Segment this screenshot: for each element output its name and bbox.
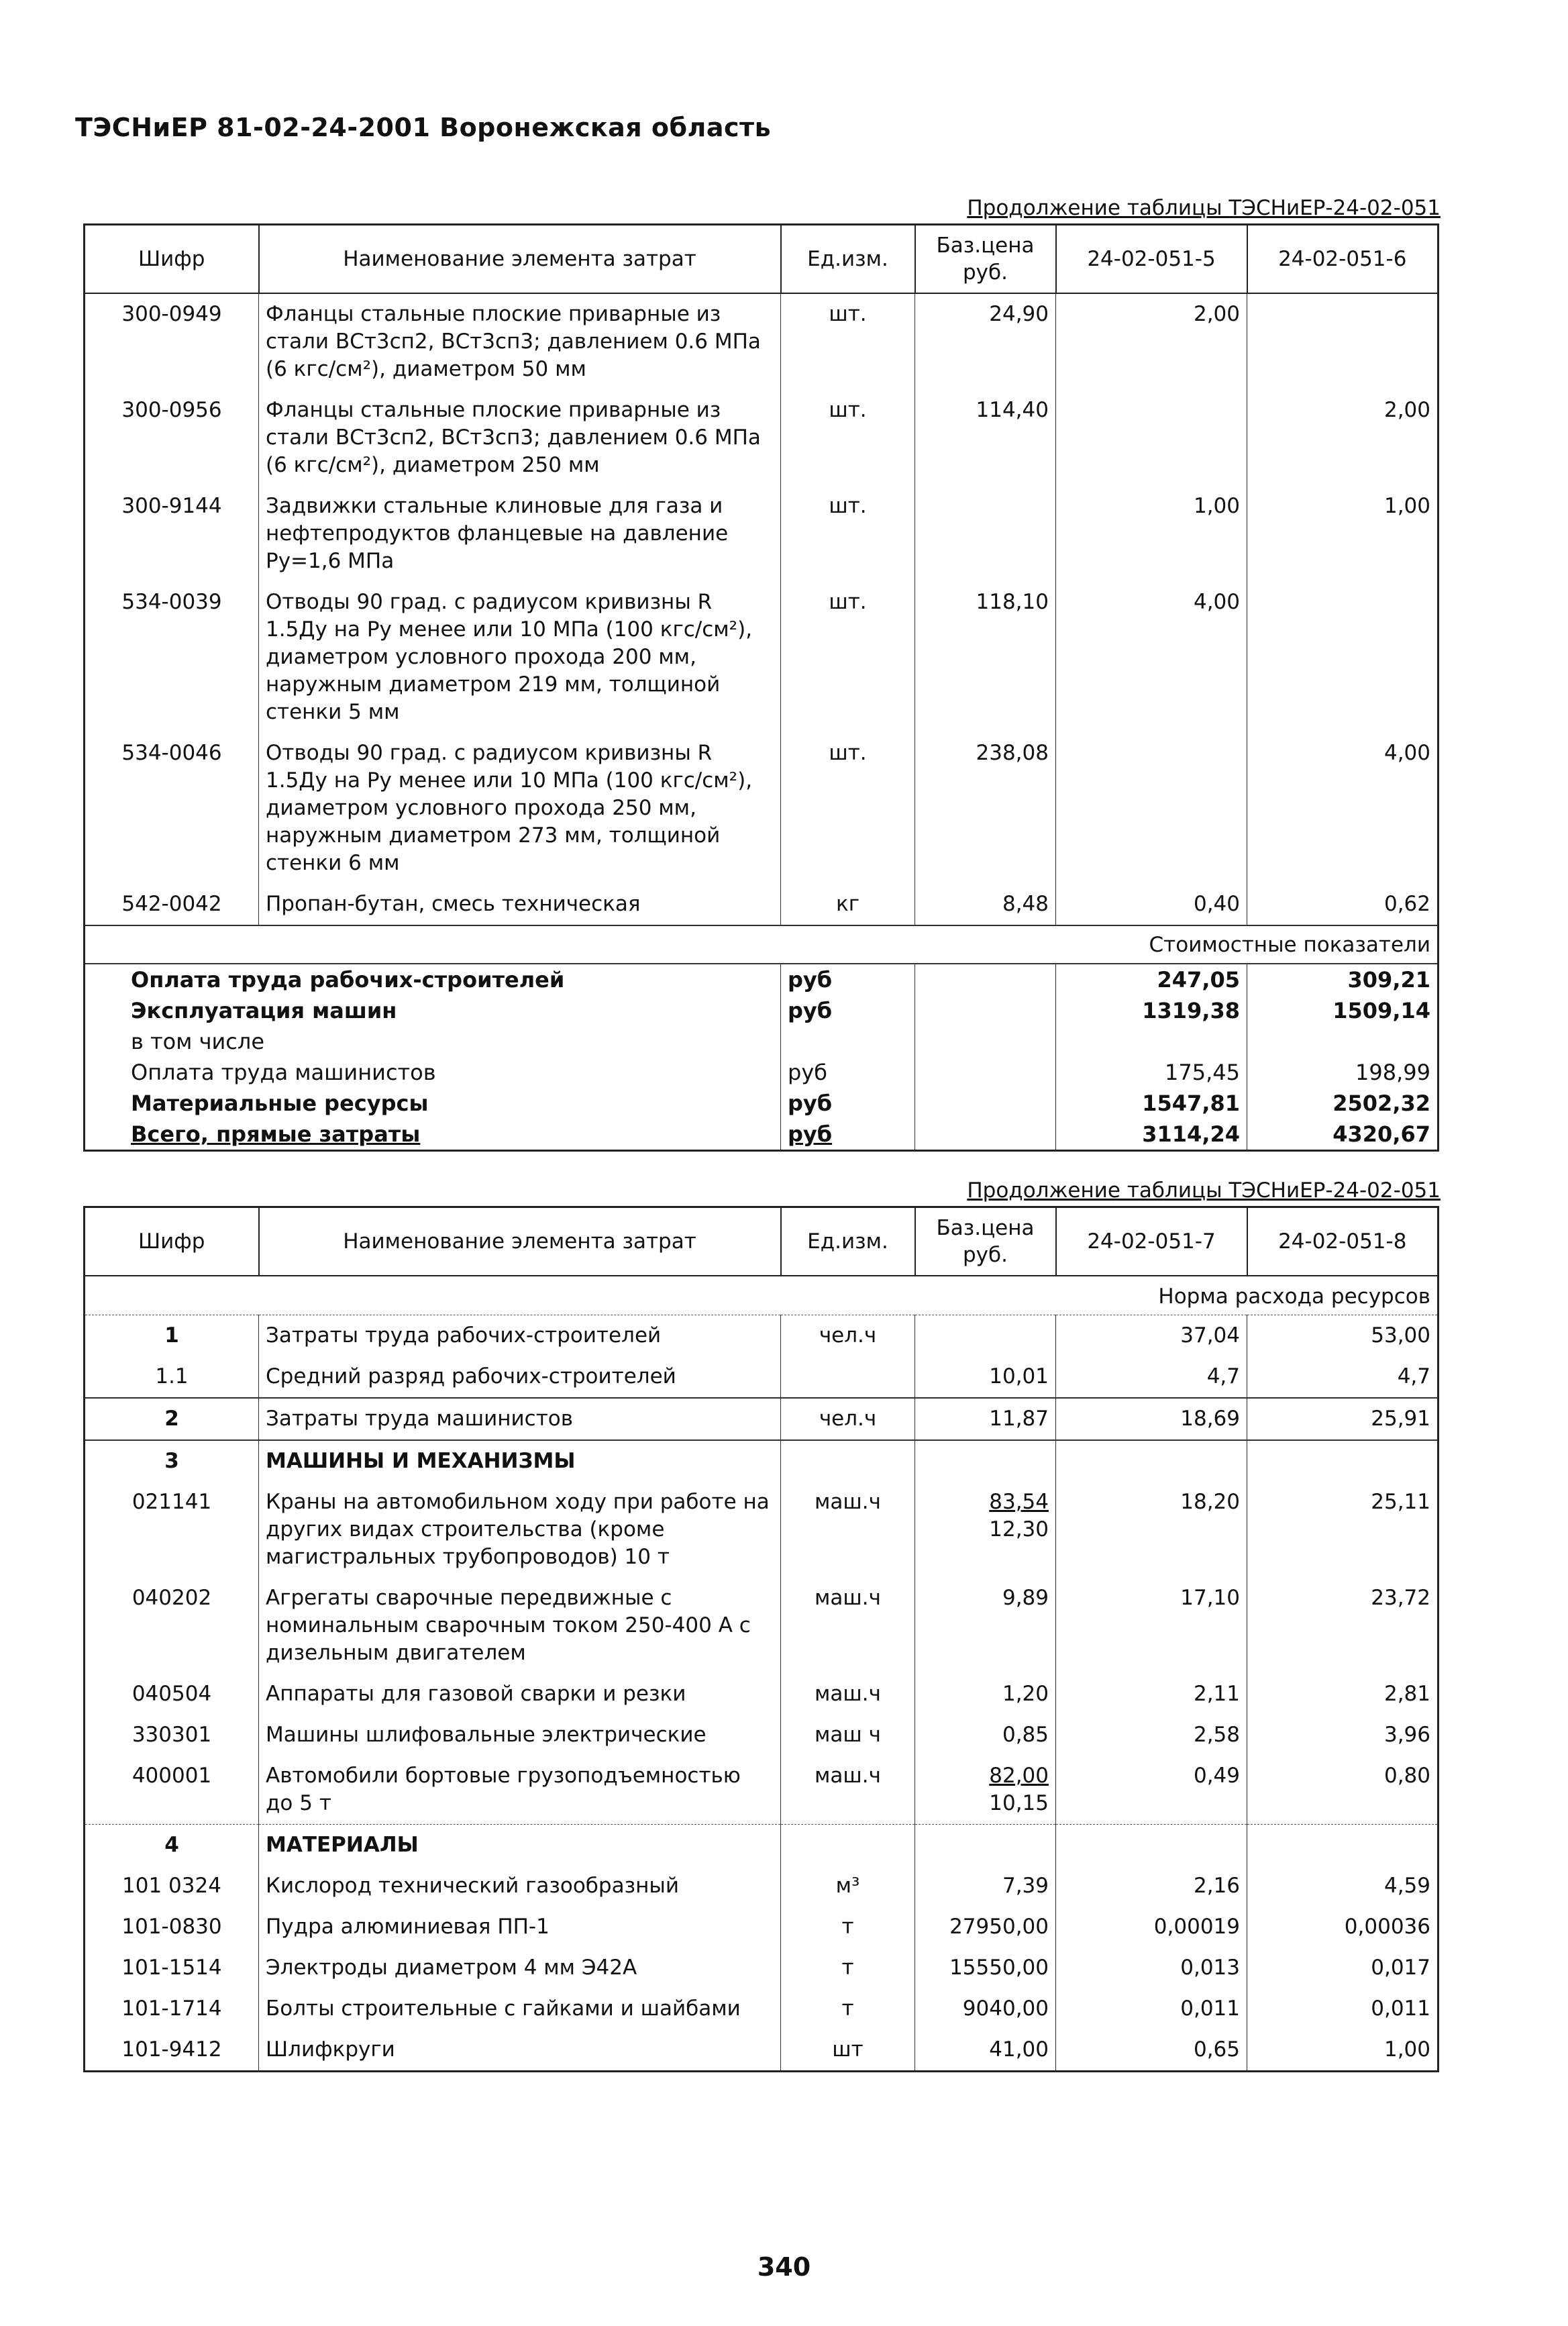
row-unit: маш.ч [781, 1482, 915, 1578]
row-unit [781, 1825, 915, 1866]
row-value-1: 0,49 [1056, 1756, 1247, 1825]
row-value-2: 1,00 [1247, 2029, 1439, 2072]
row-unit: маш ч [781, 1715, 915, 1756]
totals-empty [915, 1088, 1056, 1119]
row-name: Агрегаты сварочные передвижные с номинальным сварочным током 250-400 А с дизельным двигателем [259, 1578, 781, 1674]
totals-value-2: 1509,14 [1247, 995, 1439, 1026]
row-value-1: 37,04 [1056, 1315, 1247, 1357]
row-base-price [915, 1825, 1056, 1866]
totals-name: Оплата труда машинистов [131, 1060, 436, 1085]
row-value-2: 4,00 [1247, 733, 1439, 884]
row-unit: маш.ч [781, 1578, 915, 1674]
row-value-2 [1247, 1440, 1439, 1482]
row-base-price [915, 1756, 1056, 1825]
totals-empty [915, 995, 1056, 1026]
row-value-2: 0,62 [1247, 884, 1439, 925]
row-value-2: 2,00 [1247, 390, 1439, 486]
totals-unit: руб [781, 1119, 915, 1151]
row-code: 040202 [132, 1586, 212, 1610]
price-value: 9,89 [1002, 1586, 1049, 1610]
row-base-price [915, 486, 1056, 582]
table-row [85, 582, 1439, 733]
totals-value-1: 1547,81 [1056, 1088, 1247, 1119]
table2-header-row [85, 1207, 1439, 1276]
totals-value-2 [1247, 1026, 1439, 1057]
row-unit: маш.ч [781, 1674, 915, 1715]
table-row [85, 1825, 1439, 1866]
table-row [85, 1988, 1439, 2029]
row-unit [781, 1440, 915, 1482]
row-code: 330301 [132, 1723, 212, 1747]
row-base-price [915, 1315, 1056, 1357]
row-value-1 [1056, 733, 1247, 884]
header-name: Наименование элемента затрат [259, 225, 781, 294]
row-base-price: 114,40 [915, 390, 1056, 486]
header-col1: 24-02-051-5 [1056, 225, 1247, 294]
totals-unit [781, 1026, 915, 1057]
row-unit: шт. [781, 390, 915, 486]
row-value-1: 4,7 [1056, 1356, 1247, 1398]
section-title-row [85, 925, 1439, 964]
totals-row [85, 995, 1439, 1026]
table-row [85, 1866, 1439, 1907]
price-secondary-value: 10,15 [989, 1791, 1049, 1815]
row-value-2: 23,72 [1247, 1578, 1439, 1674]
table-row [85, 1907, 1439, 1948]
row-value-2 [1247, 293, 1439, 390]
row-code: 4 [85, 1825, 259, 1866]
totals-empty [915, 1026, 1056, 1057]
row-value-1: 2,00 [1056, 293, 1247, 390]
row-code: 2 [85, 1398, 259, 1440]
row-name: Фланцы стальные плоские приварные из стали ВСт3сп2, ВСт3сп3; давлением 0.6 МПа (6 кгс/см²), диаметром 50 мм [259, 293, 781, 390]
row-base-price [915, 1674, 1056, 1715]
row-base-price [915, 1866, 1056, 1907]
totals-value-2: 4320,67 [1247, 1119, 1439, 1151]
table-row [85, 884, 1439, 925]
price-value: 27950,00 [949, 1915, 1049, 1939]
row-name: Пудра алюминиевая ПП-1 [259, 1907, 781, 1948]
row-value-2: 1,00 [1247, 486, 1439, 582]
cost-table-2 [83, 1206, 1439, 2072]
row-unit [781, 1356, 915, 1398]
row-name: Отводы 90 град. с радиусом кривизны R 1.5Ду на Ру менее или 10 МПа (100 кгс/см²), диаметром условного прохода 250 мм, наружным диаметром 273 мм, толщиной стенки 6 мм [259, 733, 781, 884]
row-base-price: 118,10 [915, 582, 1056, 733]
totals-name: в том числе [131, 1029, 264, 1054]
row-value-2: 25,91 [1247, 1398, 1439, 1440]
row-name: МАШИНЫ И МЕХАНИЗМЫ [259, 1440, 781, 1482]
table-row [85, 1674, 1439, 1715]
row-base-price [915, 1948, 1056, 1988]
totals-empty [915, 1119, 1056, 1151]
row-value-1: 1,00 [1056, 486, 1247, 582]
row-code: 300-0949 [121, 302, 222, 326]
row-value-2: 0,017 [1247, 1948, 1439, 1988]
row-value-2 [1247, 582, 1439, 733]
section-title: Стоимостные показатели [85, 925, 1439, 964]
row-code: 021141 [132, 1490, 212, 1514]
table-row [85, 733, 1439, 884]
table2-continuation-note: Продолжение таблицы ТЭСНиЕР-24-02-051 [967, 1178, 1441, 1203]
row-value-1: 0,00019 [1056, 1907, 1247, 1948]
cost-table-1 [83, 223, 1439, 1152]
row-value-1 [1056, 390, 1247, 486]
totals-unit: руб [781, 1057, 915, 1088]
row-value-2: 0,80 [1247, 1756, 1439, 1825]
row-unit: м³ [781, 1866, 915, 1907]
row-name: Машины шлифовальные электрические [259, 1715, 781, 1756]
table-row [85, 2029, 1439, 2072]
table-row [85, 1948, 1439, 1988]
header-unit: Ед.изм. [781, 1207, 915, 1276]
row-value-1: 17,10 [1056, 1578, 1247, 1674]
totals-row [85, 1057, 1439, 1088]
section-title: Норма расхода ресурсов [85, 1276, 1439, 1315]
row-value-2: 4,7 [1247, 1356, 1439, 1398]
row-code: 300-0956 [121, 398, 222, 422]
row-base-price: 8,48 [915, 884, 1056, 925]
row-base-price [915, 1440, 1056, 1482]
row-code: 534-0039 [121, 590, 222, 614]
row-value-2: 0,00036 [1247, 1907, 1439, 1948]
price-value: 10,01 [989, 1364, 1049, 1388]
table-row [85, 1315, 1439, 1357]
table-row [85, 1440, 1439, 1482]
totals-value-2: 198,99 [1247, 1057, 1439, 1088]
row-code: 534-0046 [121, 741, 222, 765]
row-value-1: 0,013 [1056, 1948, 1247, 1988]
totals-value-1: 247,05 [1056, 964, 1247, 995]
row-base-price [915, 1578, 1056, 1674]
price-value: 82,00 [989, 1764, 1049, 1788]
row-base-price [915, 1907, 1056, 1948]
row-name: Задвижки стальные клиновые для газа и нефтепродуктов фланцевые на давление Ру=1,6 МПа [259, 486, 781, 582]
row-value-1: 2,58 [1056, 1715, 1247, 1756]
row-base-price [915, 1988, 1056, 2029]
table-row [85, 1756, 1439, 1825]
row-name: Фланцы стальные плоские приварные из стали ВСт3сп2, ВСт3сп3; давлением 0.6 МПа (6 кгс/см²), диаметром 250 мм [259, 390, 781, 486]
totals-name: Материальные ресурсы [131, 1091, 429, 1116]
table-row [85, 486, 1439, 582]
row-value-1 [1056, 1825, 1247, 1866]
totals-row [85, 1026, 1439, 1057]
row-name: Затраты труда машинистов [259, 1398, 781, 1440]
row-code: 101-9412 [121, 2037, 222, 2062]
header-code: Шифр [85, 225, 259, 294]
row-value-1: 0,011 [1056, 1988, 1247, 2029]
row-name: Средний разряд рабочих-строителей [259, 1356, 781, 1398]
row-value-1: 18,20 [1056, 1482, 1247, 1578]
totals-value-1: 3114,24 [1056, 1119, 1247, 1151]
row-value-2: 0,011 [1247, 1988, 1439, 2029]
row-name: Затраты труда рабочих-строителей [259, 1315, 781, 1357]
row-value-1: 2,11 [1056, 1674, 1247, 1715]
row-unit: шт. [781, 582, 915, 733]
totals-row [85, 1119, 1439, 1151]
header-base-price: Баз.цена руб. [915, 225, 1056, 294]
row-code: 300-9144 [121, 494, 222, 518]
row-base-price [915, 1715, 1056, 1756]
row-code: 101-0830 [121, 1915, 222, 1939]
row-unit: шт [781, 2029, 915, 2072]
row-unit: маш.ч [781, 1756, 915, 1825]
row-unit: шт. [781, 293, 915, 390]
price-secondary-value: 12,30 [989, 1517, 1049, 1541]
row-code: 542-0042 [121, 892, 222, 916]
row-code: 1 [85, 1315, 259, 1357]
price-value: 11,87 [989, 1407, 1049, 1431]
header-code: Шифр [85, 1207, 259, 1276]
row-value-2: 2,81 [1247, 1674, 1439, 1715]
row-name: Пропан-бутан, смесь техническая [259, 884, 781, 925]
totals-empty [915, 964, 1056, 995]
price-value: 7,39 [1002, 1874, 1049, 1898]
price-value: 0,85 [1002, 1723, 1049, 1747]
totals-unit: руб [781, 964, 915, 995]
row-code: 3 [85, 1440, 259, 1482]
row-name: Электроды диаметром 4 мм Э42А [259, 1948, 781, 1988]
table-row [85, 390, 1439, 486]
header-col2: 24-02-051-8 [1247, 1207, 1439, 1276]
row-base-price [915, 1398, 1056, 1440]
row-code: 040504 [132, 1682, 212, 1706]
row-value-2: 53,00 [1247, 1315, 1439, 1357]
row-code: 101-1714 [121, 1996, 222, 2021]
price-value: 9040,00 [962, 1996, 1049, 2021]
totals-empty [915, 1057, 1056, 1088]
row-code: 101-1514 [121, 1956, 222, 1980]
header-col2: 24-02-051-6 [1247, 225, 1439, 294]
totals-name: Всего, прямые затраты [131, 1121, 421, 1147]
totals-value-1: 1319,38 [1056, 995, 1247, 1026]
table1-header-row [85, 225, 1439, 294]
totals-row [85, 1088, 1439, 1119]
header-name: Наименование элемента затрат [259, 1207, 781, 1276]
table-row [85, 293, 1439, 390]
page-number: 340 [757, 2252, 811, 2282]
row-name: МАТЕРИАЛЫ [259, 1825, 781, 1866]
document-header: ТЭСНиЕР 81-02-24-2001 Воронежская область [75, 113, 772, 142]
row-value-1: 2,16 [1056, 1866, 1247, 1907]
table-row [85, 1356, 1439, 1398]
row-unit: кг [781, 884, 915, 925]
row-value-1: 18,69 [1056, 1398, 1247, 1440]
row-name: Болты строительные с гайками и шайбами [259, 1988, 781, 2029]
totals-value-1: 175,45 [1056, 1057, 1247, 1088]
totals-value-1 [1056, 1026, 1247, 1057]
header-base-price: Баз.цена руб. [915, 1207, 1056, 1276]
row-code: 1.1 [155, 1364, 189, 1388]
row-unit: чел.ч [781, 1398, 915, 1440]
row-value-2: 4,59 [1247, 1866, 1439, 1907]
row-unit: чел.ч [781, 1315, 915, 1357]
totals-value-2: 2502,32 [1247, 1088, 1439, 1119]
price-value: 15550,00 [949, 1956, 1049, 1980]
row-name: Шлифкруги [259, 2029, 781, 2072]
totals-row [85, 964, 1439, 995]
row-name: Краны на автомобильном ходу при работе на других видах строительства (кроме магистральных трубопроводов) 10 т [259, 1482, 781, 1578]
row-base-price: 24,90 [915, 293, 1056, 390]
header-col1: 24-02-051-7 [1056, 1207, 1247, 1276]
row-unit: т [781, 1988, 915, 2029]
row-code: 101 0324 [122, 1874, 221, 1898]
price-value: 41,00 [989, 2037, 1049, 2062]
table-row [85, 1715, 1439, 1756]
row-unit: т [781, 1907, 915, 1948]
totals-name: Эксплуатация машин [131, 998, 397, 1023]
table-row [85, 1578, 1439, 1674]
row-value-1: 4,00 [1056, 582, 1247, 733]
row-unit: шт. [781, 486, 915, 582]
row-name: Автомобили бортовые грузоподъемностью до 5 т [259, 1756, 781, 1825]
row-base-price [915, 1356, 1056, 1398]
row-base-price: 238,08 [915, 733, 1056, 884]
row-name: Аппараты для газовой сварки и резки [259, 1674, 781, 1715]
row-name: Отводы 90 град. с радиусом кривизны R 1.5Ду на Ру менее или 10 МПа (100 кгс/см²), диаметром условного прохода 200 мм, наружным диаметром 219 мм, толщиной стенки 5 мм [259, 582, 781, 733]
section-title-row [85, 1276, 1439, 1315]
row-value-2: 25,11 [1247, 1482, 1439, 1578]
row-value-2 [1247, 1825, 1439, 1866]
row-value-1 [1056, 1440, 1247, 1482]
table1-continuation-note: Продолжение таблицы ТЭСНиЕР-24-02-051 [967, 196, 1441, 220]
totals-name: Оплата труда рабочих-строителей [85, 964, 781, 995]
row-name: Кислород технический газообразный [259, 1866, 781, 1907]
row-unit: шт. [781, 733, 915, 884]
row-value-2: 3,96 [1247, 1715, 1439, 1756]
totals-unit: руб [781, 1088, 915, 1119]
row-value-1: 0,65 [1056, 2029, 1247, 2072]
price-value: 1,20 [1002, 1682, 1049, 1706]
row-base-price [915, 1482, 1056, 1578]
row-value-1: 0,40 [1056, 884, 1247, 925]
row-code: 400001 [132, 1764, 212, 1788]
price-value: 83,54 [989, 1490, 1049, 1514]
totals-unit: руб [781, 995, 915, 1026]
row-base-price [915, 2029, 1056, 2072]
table-row [85, 1482, 1439, 1578]
row-unit: т [781, 1948, 915, 1988]
header-unit: Ед.изм. [781, 225, 915, 294]
table-row [85, 1398, 1439, 1440]
totals-value-2: 309,21 [1247, 964, 1439, 995]
